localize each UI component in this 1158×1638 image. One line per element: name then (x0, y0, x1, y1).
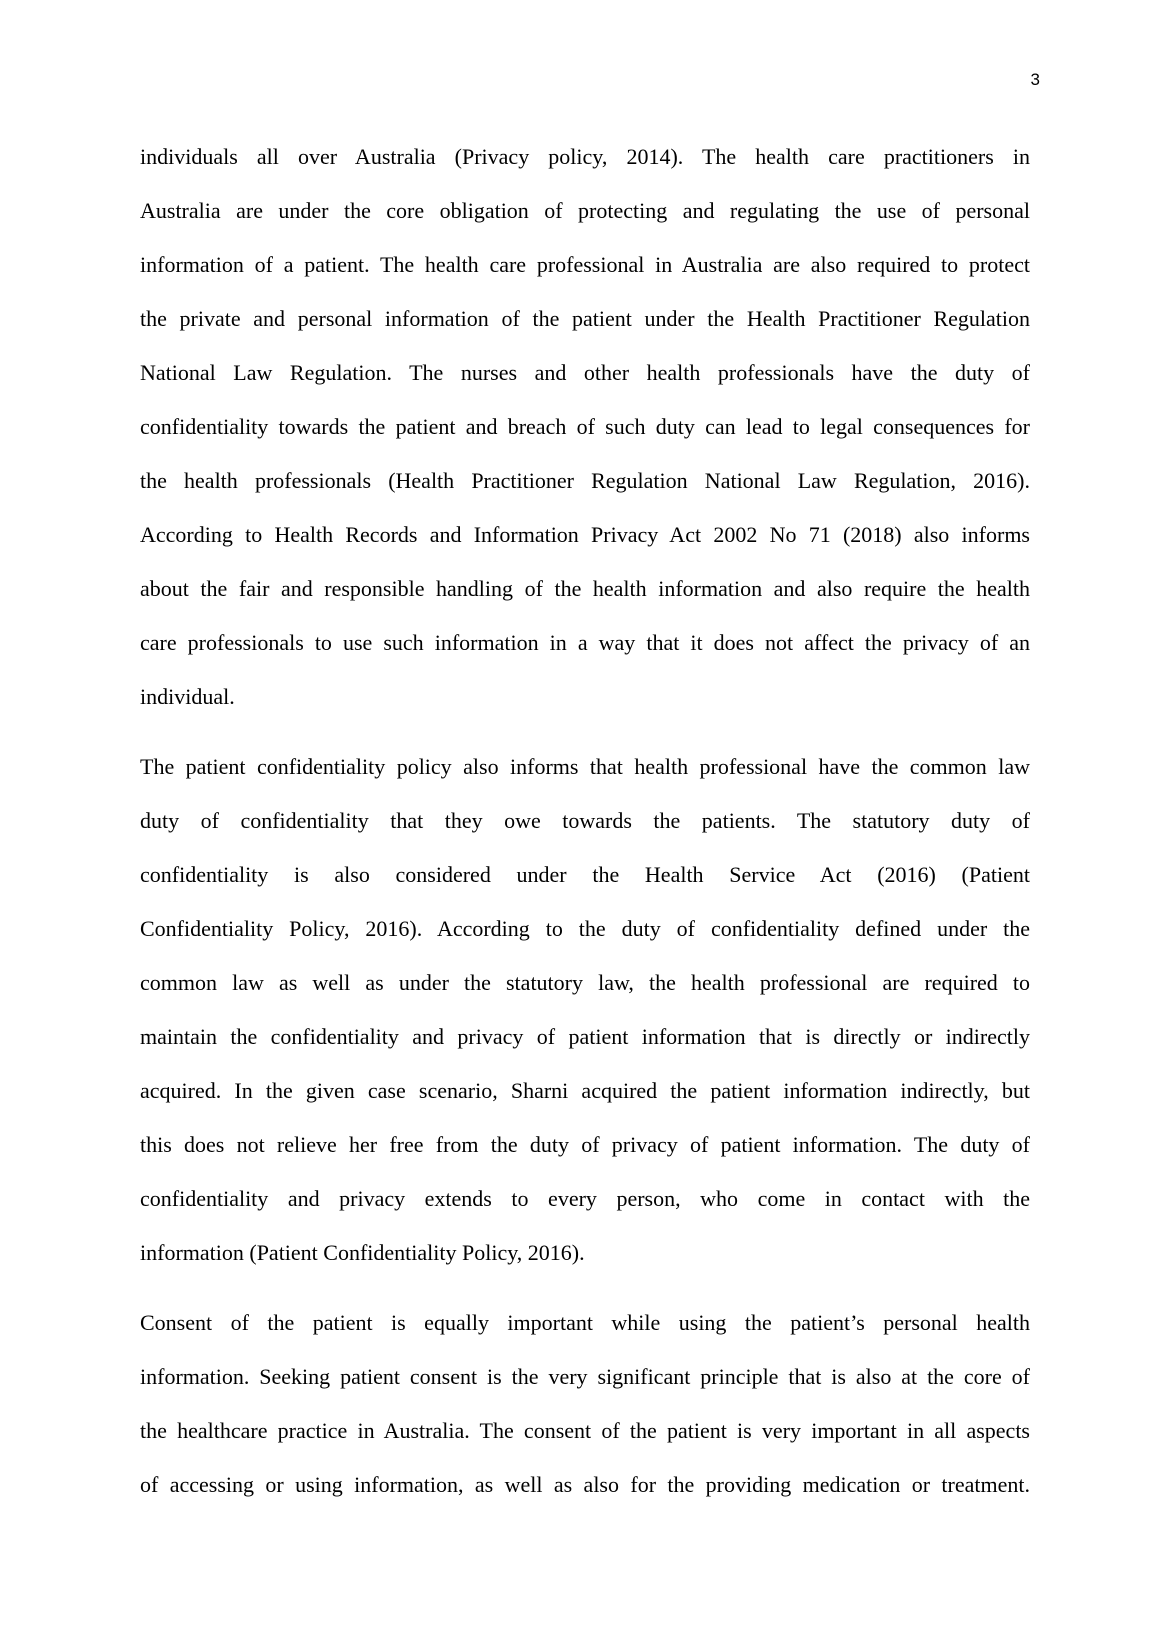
text-line: information of a patient. The health care professional in Australia are also required to protect (140, 252, 1030, 277)
text-line: of accessing or using information, as well as also for the providing medication or treatment. (140, 1472, 1030, 1497)
text-line: Consent of the patient is equally important while using the patient’s personal health (140, 1310, 1030, 1335)
text-line: individual. (140, 684, 235, 709)
text-line: information. Seeking patient consent is the very significant principle that is also at the core of (140, 1364, 1030, 1389)
text-line: confidentiality is also considered under the Health Service Act (2016) (Patient (140, 862, 1030, 887)
paragraph-privacy-law (140, 130, 1030, 724)
text-line: the health professionals (Health Practitioner Regulation National Law Regulation, 2016). (140, 468, 1030, 493)
text-line: The patient confidentiality policy also informs that health professional have the common law (140, 754, 1030, 779)
text-line: common law as well as under the statutory law, the health professional are required to (140, 970, 1030, 995)
text-line: confidentiality and privacy extends to every person, who come in contact with the (140, 1186, 1030, 1211)
page-number: 3 (1030, 70, 1040, 89)
text-line: acquired. In the given case scenario, Sharni acquired the patient information indirectly, but (140, 1078, 1030, 1103)
body-text (140, 130, 1030, 1528)
text-line: maintain the confidentiality and privacy of patient information that is directly or indirectly (140, 1024, 1030, 1049)
text-line: Australia are under the core obligation of protecting and regulating the use of personal (140, 198, 1030, 223)
text-line: information (Patient Confidentiality Policy, 2016). (140, 1240, 585, 1265)
text-line: the healthcare practice in Australia. The consent of the patient is very important in all aspects (140, 1418, 1030, 1443)
text-line: this does not relieve her free from the duty of privacy of patient information. The duty of (140, 1132, 1030, 1157)
text-line: confidentiality towards the patient and breach of such duty can lead to legal consequences for (140, 414, 1030, 439)
text-line: individuals all over Australia (Privacy policy, 2014). The health care practitioners in (140, 144, 1030, 169)
text-line: care professionals to use such information in a way that it does not affect the privacy of an (140, 630, 1030, 655)
text-line: about the fair and responsible handling of the health information and also require the health (140, 576, 1030, 601)
text-line: According to Health Records and Information Privacy Act 2002 No 71 (2018) also informs (140, 522, 1030, 547)
text-line: Confidentiality Policy, 2016). According to the duty of confidentiality defined under the (140, 916, 1030, 941)
text-line: the private and personal information of the patient under the Health Practitioner Regulation (140, 306, 1030, 331)
text-line: duty of confidentiality that they owe towards the patients. The statutory duty of (140, 808, 1030, 833)
paragraph-consent (140, 1296, 1030, 1512)
text-line: National Law Regulation. The nurses and other health professionals have the duty of (140, 360, 1030, 385)
paragraph-confidentiality (140, 740, 1030, 1280)
